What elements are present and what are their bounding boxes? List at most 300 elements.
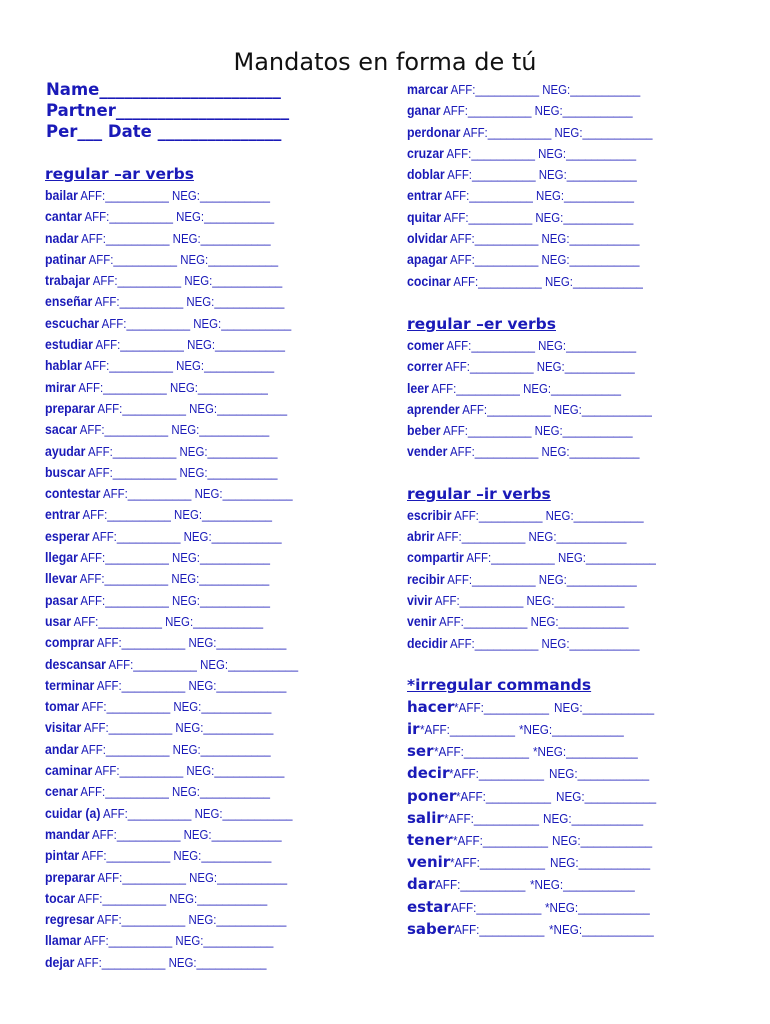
affirmative-blank[interactable]: AFF:__________	[447, 252, 539, 268]
negative-blank[interactable]: NEG:___________	[180, 528, 282, 544]
negative-blank[interactable]: *NEG:___________	[545, 899, 651, 915]
right-column	[407, 79, 747, 940]
verb-row	[407, 873, 747, 895]
verb-label: abrir	[407, 528, 435, 545]
verb-row	[407, 740, 747, 762]
negative-blank[interactable]: NEG:___________	[176, 464, 278, 480]
verb-row	[45, 909, 335, 930]
verb-row	[407, 505, 706, 526]
verb-label: dar	[407, 875, 436, 894]
verb-row	[407, 164, 706, 185]
verb-label: caminar	[45, 762, 93, 779]
negative-blank[interactable]: *NEG:___________	[548, 921, 654, 937]
affirmative-blank[interactable]: AFF:__________	[77, 784, 169, 800]
affirmative-blank[interactable]: AFF:__________	[94, 869, 186, 885]
verb-label: cuidar (a)	[45, 804, 101, 821]
verb-label: decir	[407, 764, 450, 783]
negative-blank[interactable]: NEG:___________	[185, 400, 288, 416]
negative-blank[interactable]: NEG:___________	[168, 592, 270, 608]
verb-label: ser	[407, 742, 434, 761]
verb-row	[45, 824, 335, 845]
verb-list-ar-continued	[407, 79, 747, 292]
negative-blank[interactable]: NEG:___________	[538, 635, 640, 651]
affirmative-blank[interactable]: AFF:__________	[428, 380, 520, 396]
affirmative-blank[interactable]: AFF:__________	[447, 231, 539, 247]
negative-blank[interactable]: NEG:___________	[165, 954, 267, 970]
negative-blank[interactable]: NEG:___________	[172, 933, 274, 949]
section-title-ar: regular –ar verbs	[45, 165, 194, 183]
verb-row	[407, 762, 747, 784]
negative-blank[interactable]: NEG:___________	[552, 832, 653, 848]
verb-row	[407, 100, 706, 121]
verb-row	[407, 143, 706, 164]
affirmative-blank[interactable]: AFF:__________	[81, 358, 173, 374]
negative-blank[interactable]: NEG:___________	[532, 209, 634, 225]
affirmative-blank[interactable]: AFF:__________	[459, 401, 551, 417]
verb-row	[45, 654, 335, 675]
verb-label: contestar	[45, 485, 101, 502]
verb-row	[45, 185, 335, 206]
period-date-line[interactable]: Per___ Date _______________	[46, 122, 282, 141]
verb-row	[407, 441, 706, 462]
affirmative-blank[interactable]: AFF:__________	[443, 145, 535, 161]
verb-row	[45, 206, 335, 227]
verb-row	[407, 696, 747, 718]
verb-row	[407, 207, 706, 228]
affirmative-blank[interactable]: AFF:__________	[71, 613, 162, 629]
negative-blank[interactable]: *NEG:___________	[533, 744, 638, 760]
negative-blank[interactable]: *NEG:___________	[519, 722, 624, 738]
affirmative-blank[interactable]: *AFF:__________	[452, 832, 548, 848]
verb-label: entrar	[407, 187, 442, 204]
verb-list-irregular	[407, 696, 747, 940]
section-title-ir: regular –ir verbs	[407, 484, 551, 503]
verb-label: ir	[407, 720, 420, 739]
negative-blank[interactable]: NEG:___________	[519, 380, 622, 396]
negative-blank[interactable]: NEG:___________	[172, 209, 275, 225]
negative-blank[interactable]: NEG:___________	[548, 766, 650, 782]
negative-blank[interactable]: NEG:___________	[538, 231, 640, 247]
negative-blank[interactable]: NEG:___________	[196, 656, 299, 672]
verb-label: enseñar	[45, 293, 93, 310]
verb-label: poner	[407, 786, 457, 805]
verb-label: llegar	[45, 549, 78, 566]
verb-row	[45, 419, 335, 440]
verb-label: preparar	[45, 399, 95, 416]
verb-list-ir	[407, 505, 747, 654]
verb-row	[407, 547, 706, 568]
affirmative-blank[interactable]: AFF:__________	[436, 614, 528, 630]
affirmative-blank[interactable]: AFF:__________	[99, 315, 191, 331]
negative-blank[interactable]: NEG:___________	[185, 869, 288, 885]
affirmative-blank[interactable]: AFF:__________	[450, 899, 542, 915]
verb-row	[45, 717, 335, 738]
verb-label: nadar	[45, 229, 79, 246]
affirmative-blank[interactable]: AFF:__________	[454, 921, 545, 937]
verb-label: olvidar	[407, 230, 448, 247]
affirmative-blank[interactable]: AFF:__________	[79, 699, 171, 715]
verb-row	[45, 249, 335, 270]
affirmative-blank[interactable]: AFF:__________	[100, 805, 192, 821]
affirmative-blank[interactable]: *AFF:__________	[454, 699, 550, 715]
negative-blank[interactable]: NEG:___________	[538, 444, 640, 460]
verb-row	[407, 807, 747, 829]
negative-blank[interactable]: NEG:___________	[191, 486, 293, 502]
negative-blank[interactable]: NEG:___________	[177, 251, 279, 267]
affirmative-blank[interactable]: AFF:__________	[81, 209, 173, 225]
affirmative-blank[interactable]: AFF:__________	[85, 464, 177, 480]
verb-label: vivir	[407, 591, 433, 608]
affirmative-blank[interactable]: AFF:__________	[89, 528, 181, 544]
affirmative-blank[interactable]: AFF:__________	[78, 741, 170, 757]
affirmative-blank[interactable]: AFF:__________	[442, 359, 534, 375]
affirmative-blank[interactable]: AFF:__________	[440, 103, 532, 119]
verb-label: venir	[407, 853, 451, 872]
affirmative-blank[interactable]: AFF:__________	[92, 294, 184, 310]
affirmative-blank[interactable]: AFF:__________	[81, 933, 173, 949]
verb-label: doblar	[407, 166, 445, 183]
affirmative-blank[interactable]: AFF:__________	[77, 550, 169, 566]
verb-row	[407, 896, 747, 918]
negative-blank[interactable]: NEG:___________	[531, 103, 633, 119]
affirmative-blank[interactable]: AFF:__________	[77, 188, 169, 203]
verb-label: marcar	[407, 81, 449, 97]
affirmative-blank[interactable]: AFF:__________	[448, 82, 540, 97]
verb-row	[407, 420, 706, 441]
verb-row	[45, 590, 335, 611]
name-line[interactable]: Name______________________	[46, 80, 281, 99]
page-title: Mandatos en forma de tú	[233, 48, 537, 76]
affirmative-blank[interactable]: AFF:__________	[92, 763, 184, 779]
affirmative-blank[interactable]: AFF:__________	[90, 273, 182, 289]
verb-row	[45, 228, 335, 249]
affirmative-blank[interactable]: AFF:__________	[94, 677, 186, 693]
verb-label: trabajar	[45, 272, 91, 289]
verb-row	[45, 611, 335, 632]
verb-row	[45, 270, 335, 291]
verb-row	[407, 829, 747, 851]
negative-blank[interactable]: NEG:___________	[532, 188, 635, 204]
verb-row	[45, 462, 335, 483]
verb-label: recibir	[407, 570, 445, 587]
verb-row	[45, 568, 335, 589]
verb-row	[407, 590, 706, 611]
verb-label: usar	[45, 612, 72, 629]
negative-blank[interactable]: NEG:___________	[185, 635, 287, 651]
affirmative-blank[interactable]: *AFF:__________	[450, 855, 546, 871]
negative-blank[interactable]: NEG:___________	[180, 826, 282, 842]
verb-row	[45, 888, 335, 909]
negative-blank[interactable]: NEG:___________	[169, 741, 271, 757]
affirmative-blank[interactable]: AFF:__________	[79, 848, 171, 864]
affirmative-blank[interactable]: AFF:__________	[94, 635, 186, 651]
affirmative-blank[interactable]: AFF:__________	[75, 379, 167, 395]
verb-row	[407, 228, 706, 249]
verb-row	[407, 185, 706, 206]
verb-row	[407, 79, 706, 100]
affirmative-blank[interactable]: AFF:__________	[432, 592, 524, 608]
affirmative-blank[interactable]: AFF:__________	[444, 167, 536, 183]
verb-label: andar	[45, 740, 79, 757]
affirmative-blank[interactable]: AFF:__________	[75, 890, 167, 906]
verb-label: escribir	[407, 506, 452, 523]
negative-blank[interactable]: NEG:___________	[183, 337, 286, 353]
verb-label: preparar	[45, 868, 95, 885]
verb-label: hablar	[45, 357, 82, 374]
negative-blank[interactable]: NEG:___________	[538, 252, 640, 268]
affirmative-blank[interactable]: AFF:__________	[434, 529, 526, 545]
verb-label: regresar	[45, 911, 95, 928]
affirmative-blank[interactable]: *AFF:__________	[456, 788, 552, 804]
verb-label: quitar	[407, 208, 442, 225]
verb-label: estar	[407, 897, 451, 916]
verb-row	[45, 355, 335, 376]
verb-row	[45, 291, 335, 312]
affirmative-blank[interactable]: AFF:__________	[78, 230, 170, 246]
verb-row	[45, 504, 335, 525]
verb-label: buscar	[45, 463, 86, 480]
verb-label: comprar	[45, 634, 95, 651]
verb-row	[45, 930, 335, 951]
affirmative-blank[interactable]: AFF:__________	[451, 507, 543, 523]
verb-label: comer	[407, 336, 444, 353]
affirmative-blank[interactable]: AFF:__________	[79, 507, 171, 523]
negative-blank[interactable]: NEG:___________	[170, 699, 272, 715]
affirmative-blank[interactable]: AFF:__________	[85, 443, 177, 459]
verb-list-ar	[45, 185, 375, 973]
verb-label: entrar	[45, 506, 80, 523]
verb-row	[45, 483, 335, 504]
verb-label: cenar	[45, 783, 78, 800]
negative-blank[interactable]: NEG:___________	[172, 720, 274, 736]
verb-row	[45, 313, 335, 334]
negative-blank[interactable]: NEG:___________	[555, 788, 657, 804]
negative-blank[interactable]: NEG:___________	[185, 912, 287, 928]
affirmative-blank[interactable]: AFF:__________	[447, 444, 539, 460]
verb-row	[407, 633, 706, 654]
verb-row	[407, 718, 747, 740]
verb-row	[45, 803, 335, 824]
verb-label: cantar	[45, 208, 82, 225]
verb-row	[45, 441, 335, 462]
verb-label: ayudar	[45, 442, 86, 459]
negative-blank[interactable]: NEG:___________	[535, 571, 637, 587]
verb-label: tener	[407, 830, 453, 849]
negative-blank[interactable]: NEG:___________	[523, 592, 625, 608]
verb-row	[407, 851, 747, 873]
verb-row	[45, 696, 335, 717]
negative-blank[interactable]: NEG:___________	[181, 273, 283, 289]
negative-blank[interactable]: NEG:___________	[525, 529, 627, 545]
verb-row	[407, 271, 706, 292]
negative-blank[interactable]: NEG:___________	[183, 763, 285, 779]
affirmative-blank[interactable]: AFF:__________	[77, 571, 169, 587]
negative-blank[interactable]: NEG:___________	[554, 550, 656, 566]
negative-blank[interactable]: NEG:___________	[527, 614, 629, 630]
verb-row	[45, 952, 335, 973]
verb-row	[407, 785, 747, 807]
verb-label: tomar	[45, 698, 80, 715]
affirmative-blank[interactable]: *AFF:__________	[449, 766, 545, 782]
verb-list-er	[407, 335, 747, 463]
negative-blank[interactable]: NEG:___________	[543, 810, 644, 826]
verb-label: pasar	[45, 591, 78, 608]
negative-blank[interactable]: NEG:___________	[168, 188, 270, 203]
verb-row	[45, 632, 335, 653]
affirmative-blank[interactable]: AFF:__________	[74, 954, 166, 970]
affirmative-blank[interactable]: AFF:__________	[443, 337, 535, 353]
verb-row	[45, 398, 335, 419]
verb-row	[407, 526, 706, 547]
negative-blank[interactable]: NEG:___________	[542, 507, 644, 523]
section-title-irregular: *irregular commands	[407, 675, 592, 694]
verb-label: vender	[407, 443, 448, 460]
verb-label: tocar	[45, 889, 76, 906]
verb-row	[45, 760, 335, 781]
affirmative-blank[interactable]: AFF:__________	[81, 720, 173, 736]
partner-line[interactable]: Partner_____________________	[46, 101, 290, 120]
negative-blank[interactable]: NEG:___________	[183, 294, 285, 310]
verb-label: dejar	[45, 953, 75, 970]
negative-blank[interactable]: NEG:___________	[190, 315, 292, 331]
affirmative-blank[interactable]: AFF:__________	[463, 550, 555, 566]
negative-blank[interactable]: NEG:___________	[168, 784, 270, 800]
negative-blank[interactable]: NEG:___________	[168, 550, 270, 566]
student-header	[46, 79, 366, 142]
verb-label: estudiar	[45, 336, 93, 353]
negative-blank[interactable]: NEG:___________	[170, 848, 272, 864]
verb-label: aprender	[407, 400, 460, 417]
negative-blank[interactable]: NEG:___________	[553, 699, 654, 715]
negative-blank[interactable]: NEG:___________	[541, 273, 643, 289]
verb-row	[45, 675, 335, 696]
affirmative-blank[interactable]: AFF:__________	[105, 656, 197, 672]
affirmative-blank[interactable]: AFF:__________	[92, 337, 184, 353]
negative-blank[interactable]: NEG:___________	[549, 855, 650, 871]
verb-row	[407, 569, 706, 590]
affirmative-blank[interactable]: AFF:__________	[77, 422, 169, 438]
verb-label: terminar	[45, 676, 95, 693]
negative-blank[interactable]: NEG:___________	[166, 379, 268, 395]
verb-label: venir	[407, 613, 437, 630]
verb-row	[45, 334, 335, 355]
verb-label: decidir	[407, 634, 448, 651]
verb-row	[45, 377, 335, 398]
verb-row	[407, 399, 706, 420]
verb-label: saber	[407, 919, 455, 938]
affirmative-blank[interactable]: *AFF:__________	[433, 744, 529, 760]
verb-label: llamar	[45, 932, 82, 949]
verb-label: esperar	[45, 527, 90, 544]
verb-label: apagar	[407, 251, 448, 268]
verb-label: ganar	[407, 102, 441, 119]
verb-row	[45, 845, 335, 866]
affirmative-blank[interactable]: AFF:__________	[77, 592, 169, 608]
verb-label: beber	[407, 422, 441, 439]
negative-blank[interactable]: NEG:___________	[172, 358, 275, 374]
negative-blank[interactable]: NEG:___________	[534, 337, 637, 353]
affirmative-blank[interactable]: AFF:__________	[450, 273, 542, 289]
verb-label: sacar	[45, 421, 78, 438]
verb-label: mandar	[45, 825, 90, 842]
negative-blank[interactable]: NEG:___________	[168, 422, 270, 438]
affirmative-blank[interactable]: AFF:__________	[86, 251, 178, 267]
affirmative-blank[interactable]: AFF:__________	[441, 209, 533, 225]
affirmative-blank[interactable]: AFF:__________	[460, 124, 552, 140]
affirmative-blank[interactable]: AFF:__________	[89, 826, 181, 842]
verb-row	[45, 867, 335, 888]
negative-blank[interactable]: NEG:___________	[170, 507, 273, 523]
affirmative-blank[interactable]: AFF:__________	[444, 571, 536, 587]
negative-blank[interactable]: *NEG:___________	[529, 877, 635, 893]
negative-blank[interactable]: NEG:___________	[161, 613, 264, 629]
affirmative-blank[interactable]: *AFF:__________	[419, 722, 515, 738]
verb-row	[407, 335, 706, 356]
verb-row	[407, 611, 706, 632]
negative-blank[interactable]: NEG:___________	[531, 423, 633, 439]
left-column	[45, 163, 375, 973]
verb-label: compartir	[407, 549, 464, 566]
affirmative-blank[interactable]: AFF:__________	[100, 486, 192, 502]
verb-label: bailar	[45, 187, 78, 203]
affirmative-blank[interactable]: *AFF:__________	[443, 810, 539, 826]
negative-blank[interactable]: NEG:___________	[168, 571, 270, 587]
verb-row	[45, 547, 335, 568]
negative-blank[interactable]: NEG:___________	[534, 145, 637, 161]
verb-row	[45, 526, 335, 547]
verb-label: pintar	[45, 847, 80, 864]
verb-label: correr	[407, 358, 443, 375]
verb-row	[407, 122, 706, 143]
verb-label: visitar	[45, 719, 82, 736]
negative-blank[interactable]: NEG:___________	[191, 805, 293, 821]
section-title-er: regular –er verbs	[407, 314, 556, 333]
negative-blank[interactable]: NEG:___________	[533, 359, 635, 375]
negative-blank[interactable]: NEG:___________	[166, 890, 268, 906]
verb-row	[407, 249, 706, 270]
negative-blank[interactable]: NEG:___________	[550, 401, 652, 417]
verb-label: salir	[407, 808, 444, 827]
affirmative-blank[interactable]: AFF:__________	[94, 912, 186, 928]
negative-blank[interactable]: NEG:___________	[551, 124, 653, 140]
negative-blank[interactable]: NEG:___________	[535, 167, 637, 183]
verb-label: perdonar	[407, 123, 461, 140]
verb-label: cruzar	[407, 144, 444, 161]
verb-label: llevar	[45, 570, 78, 587]
verb-row	[45, 739, 335, 760]
verb-label: patinar	[45, 250, 87, 267]
affirmative-blank[interactable]: AFF:__________	[447, 635, 539, 651]
verb-row	[407, 378, 706, 399]
verb-label: leer	[407, 379, 429, 396]
verb-label: descansar	[45, 655, 106, 672]
verb-label: hacer	[407, 697, 455, 716]
negative-blank[interactable]: NEG:___________	[176, 443, 278, 459]
verb-label: mirar	[45, 378, 76, 395]
negative-blank[interactable]: NEG:___________	[539, 82, 641, 97]
negative-blank[interactable]: NEG:___________	[185, 677, 287, 693]
negative-blank[interactable]: NEG:___________	[169, 230, 271, 246]
verb-label: escuchar	[45, 314, 100, 331]
verb-label: cocinar	[407, 272, 451, 289]
verb-row	[407, 918, 747, 940]
affirmative-blank[interactable]: AFF:__________	[441, 188, 533, 204]
affirmative-blank[interactable]: AFF:__________	[440, 423, 532, 439]
verb-row	[407, 356, 706, 377]
affirmative-blank[interactable]: AFF:__________	[94, 400, 186, 416]
verb-row	[45, 781, 335, 802]
affirmative-blank[interactable]: AFF:__________	[435, 877, 526, 893]
